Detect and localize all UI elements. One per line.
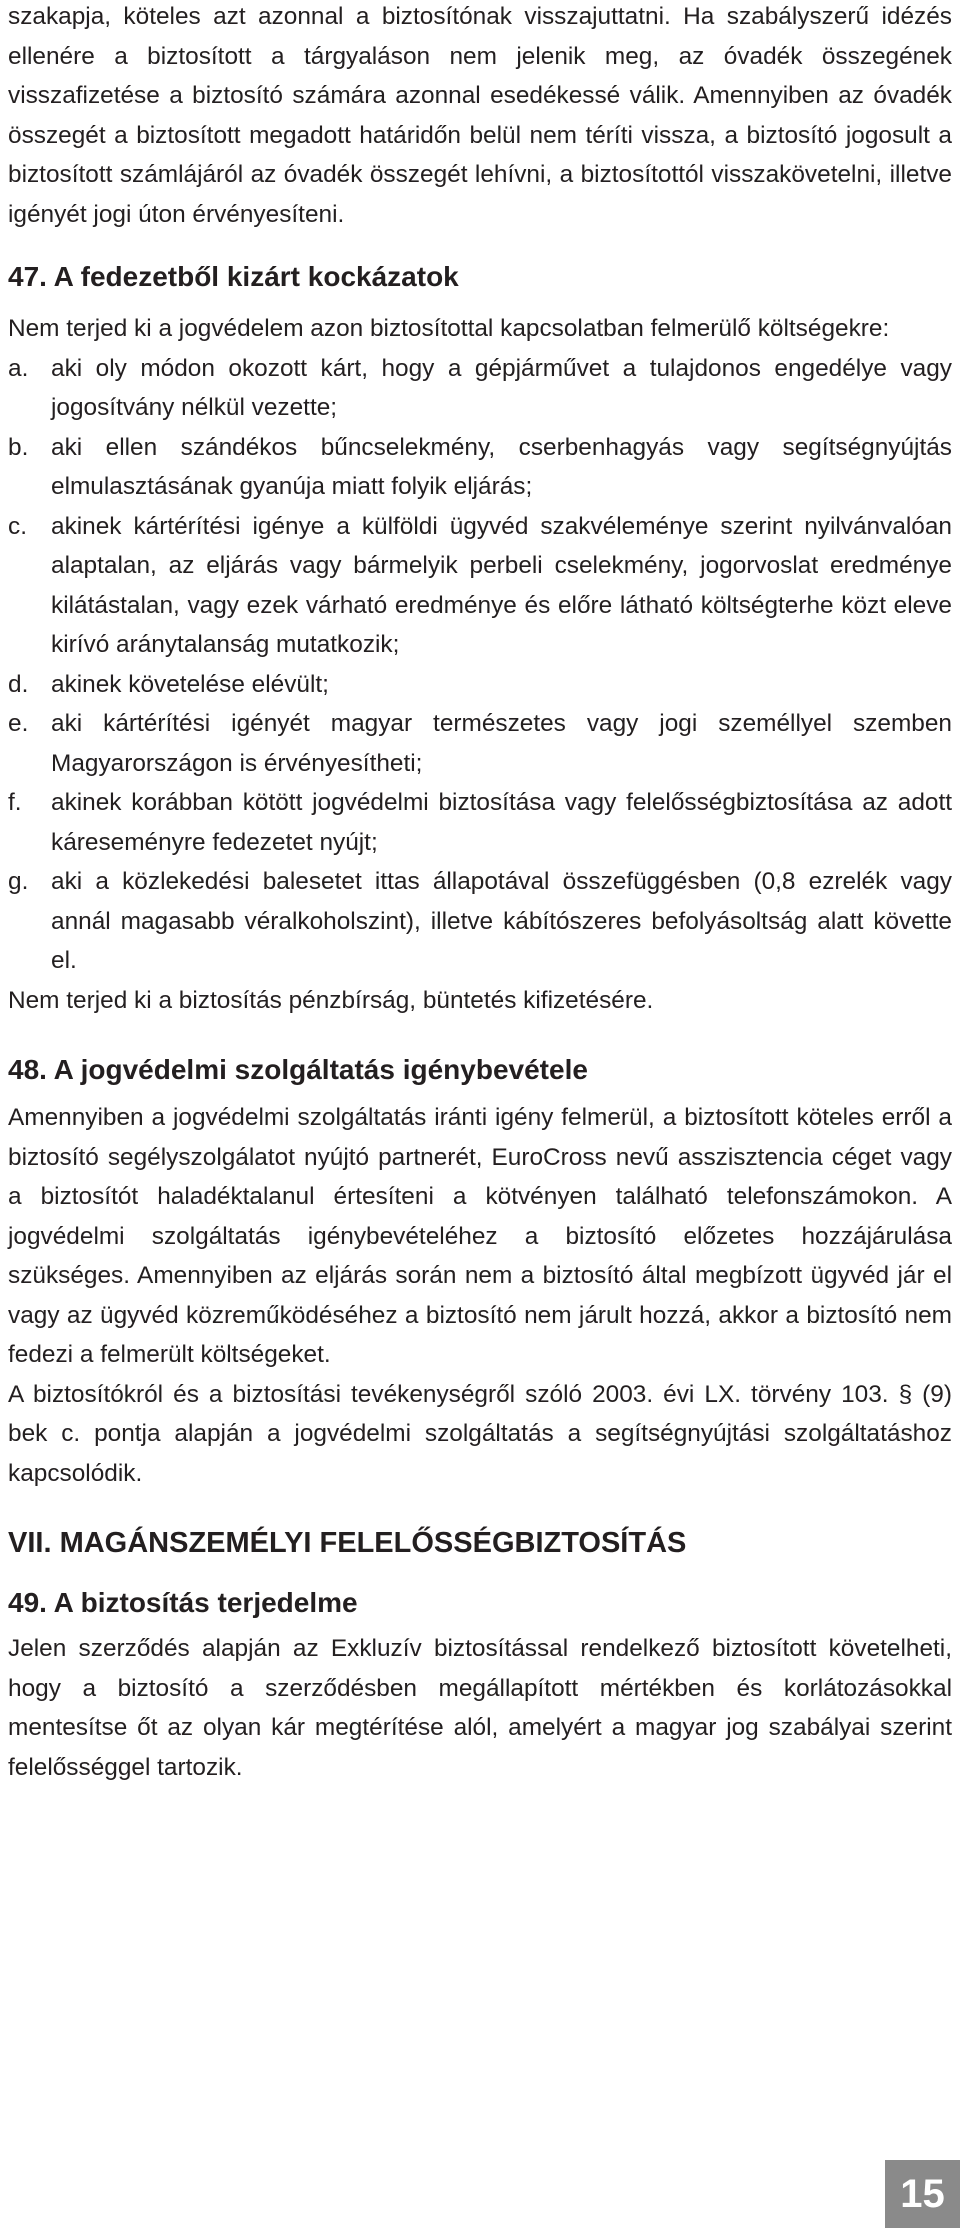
section-49-paragraph: Jelen szerződés alapján az Exkluzív biztosítással rendelkező biztosított követelheti, hogy a biztosító a szerződésben megállapított mértékben és korlátozásokkal mentesítse őt az olyan kár megtérítése alól, amelyért a magyar jog szabályai szerint felelősséggel tartozik. [8,1635,952,1781]
list-item-text: aki a közlekedési balesetet ittas állapotával összefüggésben (0,8 ezrelék vagy annál magasabb véralkoholszint), illetve kábítószeres befolyásoltság alatt követte el. [51,868,952,974]
list-item [8,862,952,981]
document-page [8,0,952,1787]
list-item-text: aki oly módon okozott kárt, hogy a gépjárművet a tulajdonos engedélye vagy jogosítvány nélkül vezette; [51,354,952,421]
list-item [8,665,952,705]
list-marker: b. [8,433,29,461]
section-47-title: 47. A fedezetből kizárt kockázatok [8,261,459,292]
list-item-text: akinek követelése elévült; [51,670,329,698]
section-48-title: 48. A jogvédelmi szolgáltatás igénybevétele [8,1054,588,1085]
intro-paragraph: szakapja, köteles azt azonnal a biztosítónak visszajuttatni. Ha szabályszerű idézés ellenére a biztosított a tárgyaláson nem jelenik meg, az óvadék összegének visszafizetése a biztosító számára azonnal esedékessé válik. Amennyiben az óvadék összegét a biztosított megadott határidőn belül nem téríti vissza, a biztosító jogosult a biztosított számlájáról az óvadék összegét lehívni, a biztosítottól visszakövetelni, illetve igényét jogi úton érvényesíteni. [8,3,952,228]
exclusion-list [8,349,952,981]
list-marker: g. [8,868,29,895]
list-marker: f. [8,789,22,816]
list-item-text: akinek korábban kötött jogvédelmi biztosítása vagy felelősségbiztosítása az adott káreseményre fedezetet nyújt; [51,789,952,856]
section-49-title: 49. A biztosítás terjedelme [8,1587,358,1618]
list-marker: e. [8,710,29,737]
list-item [8,428,952,507]
list-item [8,783,952,862]
section-48-paragraph-2: A biztosítókról és a biztosítási tevékenységről szóló 2003. évi LX. törvény 103. § (9) bek c. pontja alapján a jogvédelmi szolgáltatás a segítségnyújtási szolgáltatáshoz kapcsolódik. [8,1380,952,1487]
list-marker: d. [8,670,29,698]
list-item [8,507,952,665]
section-48-paragraph-1: Amennyiben a jogvédelmi szolgáltatás iránti igény felmerül, a biztosított köteles erről a biztosító segélyszolgálatot nyújtó partnerét, EuroCross nevű asszisztencia céget vagy a biztosítót haladéktalanul értesíteni a kötvényen található telefonszámokon. A jogvédelmi szolgáltatás igénybevételéhez a biztosító előzetes hozzájárulása szükséges. Amennyiben az eljárás során nem a biztosító által megbízott ügyvéd jár el vagy az ügyvéd közreműködéséhez a biztosító nem járult hozzá, akkor a biztosító nem fedezi a felmerült költségeket. [8,1104,952,1368]
list-item-text: aki ellen szándékos bűncselekmény, cserbenhagyás vagy segítségnyújtás elmulasztásának gyanúja miatt folyik eljárás; [51,433,952,500]
list-marker: a. [8,354,29,382]
chapter-7-title: VII. MAGÁNSZEMÉLYI FELELŐSSÉGBIZTOSÍTÁS [8,1527,687,1559]
list-item [8,349,952,428]
page-number-badge: 15 [885,2160,960,2228]
list-item-text: akinek kártérítési igénye a külföldi ügyvéd szakvéleménye szerint nyilvánvalóan alaptalan, az eljárás vagy bármelyik perbeli cselekmény, jogorvoslat eredménye kilátástalan, vagy ezek várható eredménye és előre látható költségterhe közt eleve kirívó aránytalanság mutatkozik; [51,512,952,658]
section-47-closing: Nem terjed ki a biztosítás pénzbírság, büntetés kifizetésére. [8,986,654,1014]
section-47-intro: Nem terjed ki a jogvédelem azon biztosítottal kapcsolatban felmerülő költségekre: [8,315,890,342]
list-item-text: aki kártérítési igényét magyar természetes vagy jogi személlyel szemben Magyarországon is érvényesítheti; [51,710,952,777]
list-item [8,704,952,783]
list-marker: c. [8,512,27,540]
